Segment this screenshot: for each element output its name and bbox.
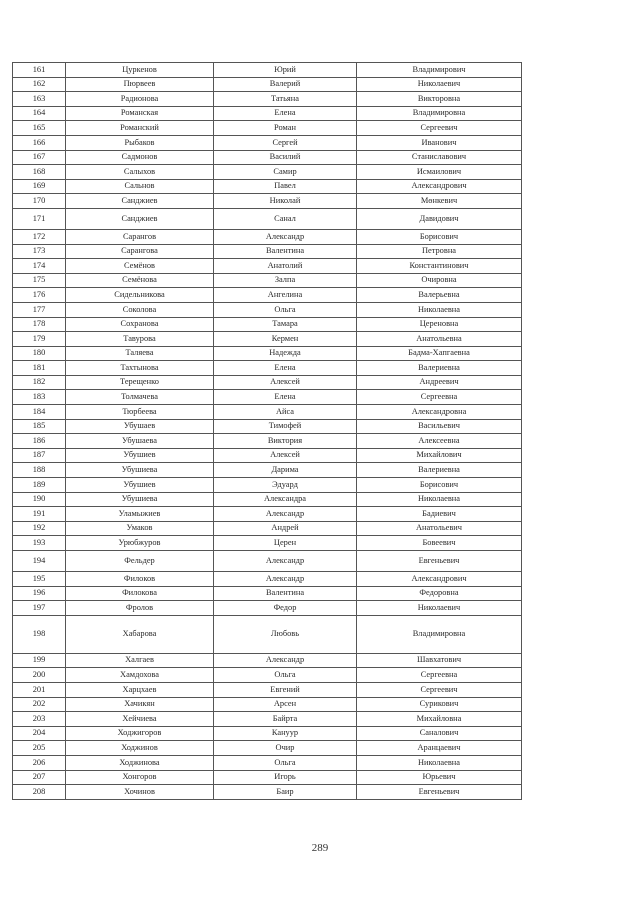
patronymic-cell: Бадма-Хапгаевна [357, 346, 522, 361]
first-name-cell: Николай [214, 194, 357, 209]
table-row [13, 390, 522, 405]
table-row [13, 121, 522, 136]
first-name-cell: Александра [214, 492, 357, 507]
first-name-cell: Василий [214, 150, 357, 165]
first-name-cell: Ольга [214, 755, 357, 770]
first-name-cell: Ольга [214, 668, 357, 683]
row-number-cell: 172 [13, 229, 66, 244]
row-number-cell: 180 [13, 346, 66, 361]
patronymic-cell: Константинович [357, 259, 522, 274]
first-name-cell: Роман [214, 121, 357, 136]
table-row [13, 150, 522, 165]
table-row [13, 492, 522, 507]
row-number-cell: 185 [13, 419, 66, 434]
row-number-cell: 176 [13, 288, 66, 303]
table-row [13, 288, 522, 303]
row-number-cell: 188 [13, 463, 66, 478]
table-row [13, 615, 522, 653]
table-row [13, 536, 522, 551]
last-name-cell: Хамдохова [66, 668, 214, 683]
patronymic-cell: Валериевна [357, 463, 522, 478]
row-number-cell: 171 [13, 208, 66, 229]
first-name-cell: Юрий [214, 63, 357, 78]
last-name-cell: Хачикян [66, 697, 214, 712]
patronymic-cell: Федоровна [357, 586, 522, 601]
last-name-cell: Хабарова [66, 615, 214, 653]
table-row [13, 179, 522, 194]
last-name-cell: Убушиева [66, 492, 214, 507]
patronymic-cell: Давидович [357, 208, 522, 229]
row-number-cell: 179 [13, 332, 66, 347]
row-number-cell: 163 [13, 92, 66, 107]
patronymic-cell: Владимировна [357, 106, 522, 121]
first-name-cell: Тамара [214, 317, 357, 332]
table-row [13, 92, 522, 107]
first-name-cell: Тимофей [214, 419, 357, 434]
table-row [13, 194, 522, 209]
last-name-cell: Тавурова [66, 332, 214, 347]
row-number-cell: 197 [13, 601, 66, 616]
last-name-cell: Филоков [66, 572, 214, 587]
table-row [13, 317, 522, 332]
patronymic-cell: Анатольевна [357, 332, 522, 347]
table-row [13, 653, 522, 668]
last-name-cell: Халгаев [66, 653, 214, 668]
row-number-cell: 186 [13, 434, 66, 449]
row-number-cell: 193 [13, 536, 66, 551]
first-name-cell: Ангелина [214, 288, 357, 303]
row-number-cell: 208 [13, 785, 66, 800]
roster-table-body [13, 63, 522, 800]
patronymic-cell: Михайлович [357, 448, 522, 463]
first-name-cell: Александр [214, 507, 357, 522]
first-name-cell: Александр [214, 572, 357, 587]
last-name-cell: Убушиева [66, 463, 214, 478]
table-row [13, 551, 522, 572]
table-row [13, 106, 522, 121]
table-row [13, 135, 522, 150]
table-row [13, 332, 522, 347]
row-number-cell: 207 [13, 770, 66, 785]
patronymic-cell: Анатольевич [357, 521, 522, 536]
first-name-cell: Татьяна [214, 92, 357, 107]
row-number-cell: 175 [13, 273, 66, 288]
row-number-cell: 194 [13, 551, 66, 572]
table-row [13, 165, 522, 180]
row-number-cell: 199 [13, 653, 66, 668]
table-row [13, 741, 522, 756]
row-number-cell: 174 [13, 259, 66, 274]
row-number-cell: 206 [13, 755, 66, 770]
table-row [13, 726, 522, 741]
first-name-cell: Анатолий [214, 259, 357, 274]
last-name-cell: Харцхаев [66, 682, 214, 697]
first-name-cell: Баир [214, 785, 357, 800]
row-number-cell: 178 [13, 317, 66, 332]
row-number-cell: 177 [13, 302, 66, 317]
patronymic-cell: Борисович [357, 229, 522, 244]
patronymic-cell: Исмаилович [357, 165, 522, 180]
patronymic-cell: Мөнкевич [357, 194, 522, 209]
table-row [13, 405, 522, 420]
row-number-cell: 161 [13, 63, 66, 78]
patronymic-cell: Бовеевич [357, 536, 522, 551]
last-name-cell: Фельдер [66, 551, 214, 572]
first-name-cell: Ольга [214, 302, 357, 317]
row-number-cell: 191 [13, 507, 66, 522]
table-row [13, 770, 522, 785]
table-row [13, 419, 522, 434]
last-name-cell: Санджиев [66, 194, 214, 209]
last-name-cell: Терещенко [66, 375, 214, 390]
first-name-cell: Павел [214, 179, 357, 194]
last-name-cell: Тахтынова [66, 361, 214, 376]
first-name-cell: Церен [214, 536, 357, 551]
last-name-cell: Санджиев [66, 208, 214, 229]
first-name-cell: Андрей [214, 521, 357, 536]
table-row [13, 361, 522, 376]
last-name-cell: Рыбаков [66, 135, 214, 150]
first-name-cell: Елена [214, 390, 357, 405]
patronymic-cell: Михайловна [357, 712, 522, 727]
first-name-cell: Эдуард [214, 478, 357, 493]
row-number-cell: 164 [13, 106, 66, 121]
last-name-cell: Убушиев [66, 478, 214, 493]
first-name-cell: Любовь [214, 615, 357, 653]
row-number-cell: 205 [13, 741, 66, 756]
last-name-cell: Салыхов [66, 165, 214, 180]
first-name-cell: Санал [214, 208, 357, 229]
row-number-cell: 173 [13, 244, 66, 259]
row-number-cell: 187 [13, 448, 66, 463]
last-name-cell: Сарангов [66, 229, 214, 244]
patronymic-cell: Владимировна [357, 615, 522, 653]
first-name-cell: Александр [214, 653, 357, 668]
table-row [13, 478, 522, 493]
patronymic-cell: Александрович [357, 572, 522, 587]
patronymic-cell: Николаевна [357, 755, 522, 770]
first-name-cell: Арсен [214, 697, 357, 712]
patronymic-cell: Сурикович [357, 697, 522, 712]
table-row [13, 463, 522, 478]
last-name-cell: Садмонов [66, 150, 214, 165]
last-name-cell: Радионова [66, 92, 214, 107]
last-name-cell: Сальнов [66, 179, 214, 194]
patronymic-cell: Валерьевна [357, 288, 522, 303]
row-number-cell: 195 [13, 572, 66, 587]
patronymic-cell: Николаевич [357, 77, 522, 92]
last-name-cell: Романская [66, 106, 214, 121]
first-name-cell: Сергей [214, 135, 357, 150]
first-name-cell: Кермен [214, 332, 357, 347]
table-row [13, 434, 522, 449]
row-number-cell: 192 [13, 521, 66, 536]
table-row [13, 507, 522, 522]
last-name-cell: Цуркенов [66, 63, 214, 78]
last-name-cell: Убушаева [66, 434, 214, 449]
patronymic-cell: Андреевич [357, 375, 522, 390]
last-name-cell: Ходжигоров [66, 726, 214, 741]
patronymic-cell: Евгеньевич [357, 785, 522, 800]
last-name-cell: Тюрбеева [66, 405, 214, 420]
table-row [13, 244, 522, 259]
last-name-cell: Хейчиева [66, 712, 214, 727]
last-name-cell: Урюбжуров [66, 536, 214, 551]
row-number-cell: 168 [13, 165, 66, 180]
row-number-cell: 201 [13, 682, 66, 697]
first-name-cell: Залпа [214, 273, 357, 288]
row-number-cell: 167 [13, 150, 66, 165]
last-name-cell: Соколова [66, 302, 214, 317]
patronymic-cell: Бадиевич [357, 507, 522, 522]
first-name-cell: Александр [214, 551, 357, 572]
row-number-cell: 204 [13, 726, 66, 741]
table-row [13, 273, 522, 288]
patronymic-cell: Николаевич [357, 601, 522, 616]
row-number-cell: 198 [13, 615, 66, 653]
first-name-cell: Елена [214, 106, 357, 121]
patronymic-cell: Борисович [357, 478, 522, 493]
table-row [13, 601, 522, 616]
patronymic-cell: Очировна [357, 273, 522, 288]
row-number-cell: 189 [13, 478, 66, 493]
patronymic-cell: Васильевич [357, 419, 522, 434]
row-number-cell: 190 [13, 492, 66, 507]
table-row [13, 755, 522, 770]
patronymic-cell: Сергеевич [357, 682, 522, 697]
row-number-cell: 166 [13, 135, 66, 150]
patronymic-cell: Владимирович [357, 63, 522, 78]
first-name-cell: Надежда [214, 346, 357, 361]
table-row [13, 63, 522, 78]
row-number-cell: 181 [13, 361, 66, 376]
table-row [13, 785, 522, 800]
last-name-cell: Убушиев [66, 448, 214, 463]
first-name-cell: Очир [214, 741, 357, 756]
last-name-cell: Семёнова [66, 273, 214, 288]
table-row [13, 521, 522, 536]
last-name-cell: Сарангова [66, 244, 214, 259]
first-name-cell: Валентина [214, 586, 357, 601]
patronymic-cell: Сергеевич [357, 121, 522, 136]
patronymic-cell: Юрьевич [357, 770, 522, 785]
first-name-cell: Евгений [214, 682, 357, 697]
row-number-cell: 165 [13, 121, 66, 136]
page-number: 289 [311, 842, 329, 854]
last-name-cell: Хочинов [66, 785, 214, 800]
table-row [13, 302, 522, 317]
last-name-cell: Хонгоров [66, 770, 214, 785]
first-name-cell: Алексей [214, 448, 357, 463]
last-name-cell: Семёнов [66, 259, 214, 274]
table-row [13, 448, 522, 463]
table-row [13, 572, 522, 587]
last-name-cell: Сидельникова [66, 288, 214, 303]
last-name-cell: Толмачева [66, 390, 214, 405]
row-number-cell: 203 [13, 712, 66, 727]
last-name-cell: Умаков [66, 521, 214, 536]
last-name-cell: Таляева [66, 346, 214, 361]
table-row [13, 375, 522, 390]
first-name-cell: Дарима [214, 463, 357, 478]
first-name-cell: Александр [214, 229, 357, 244]
last-name-cell: Фролов [66, 601, 214, 616]
row-number-cell: 200 [13, 668, 66, 683]
patronymic-cell: Алексеевна [357, 434, 522, 449]
first-name-cell: Кануур [214, 726, 357, 741]
last-name-cell: Ходжинов [66, 741, 214, 756]
last-name-cell: Филокова [66, 586, 214, 601]
roster-table [12, 62, 522, 800]
patronymic-cell: Евгеньевич [357, 551, 522, 572]
last-name-cell: Пюрвеев [66, 77, 214, 92]
patronymic-cell: Николаевна [357, 492, 522, 507]
table-row [13, 712, 522, 727]
first-name-cell: Елена [214, 361, 357, 376]
first-name-cell: Валерий [214, 77, 357, 92]
row-number-cell: 182 [13, 375, 66, 390]
patronymic-cell: Сергеевна [357, 390, 522, 405]
table-row [13, 346, 522, 361]
table-row [13, 229, 522, 244]
row-number-cell: 184 [13, 405, 66, 420]
table-row [13, 586, 522, 601]
last-name-cell: Ходжинова [66, 755, 214, 770]
row-number-cell: 202 [13, 697, 66, 712]
table-row [13, 208, 522, 229]
table-row [13, 682, 522, 697]
first-name-cell: Самир [214, 165, 357, 180]
first-name-cell: Байрта [214, 712, 357, 727]
patronymic-cell: Викторовна [357, 92, 522, 107]
patronymic-cell: Александрович [357, 179, 522, 194]
row-number-cell: 169 [13, 179, 66, 194]
patronymic-cell: Александровна [357, 405, 522, 420]
first-name-cell: Айса [214, 405, 357, 420]
table-row [13, 668, 522, 683]
first-name-cell: Виктория [214, 434, 357, 449]
patronymic-cell: Цереновна [357, 317, 522, 332]
first-name-cell: Алексей [214, 375, 357, 390]
row-number-cell: 162 [13, 77, 66, 92]
patronymic-cell: Николаевна [357, 302, 522, 317]
last-name-cell: Романский [66, 121, 214, 136]
patronymic-cell: Петровна [357, 244, 522, 259]
last-name-cell: Убушаев [66, 419, 214, 434]
row-number-cell: 170 [13, 194, 66, 209]
patronymic-cell: Саналович [357, 726, 522, 741]
patronymic-cell: Иванович [357, 135, 522, 150]
first-name-cell: Валентина [214, 244, 357, 259]
patronymic-cell: Станиславович [357, 150, 522, 165]
patronymic-cell: Шавхатович [357, 653, 522, 668]
row-number-cell: 183 [13, 390, 66, 405]
last-name-cell: Сохранова [66, 317, 214, 332]
row-number-cell: 196 [13, 586, 66, 601]
patronymic-cell: Аранцаевич [357, 741, 522, 756]
last-name-cell: Уламыжиев [66, 507, 214, 522]
first-name-cell: Федор [214, 601, 357, 616]
table-row [13, 259, 522, 274]
patronymic-cell: Валериевна [357, 361, 522, 376]
table-row [13, 697, 522, 712]
table-row [13, 77, 522, 92]
first-name-cell: Игорь [214, 770, 357, 785]
patronymic-cell: Сергеевна [357, 668, 522, 683]
